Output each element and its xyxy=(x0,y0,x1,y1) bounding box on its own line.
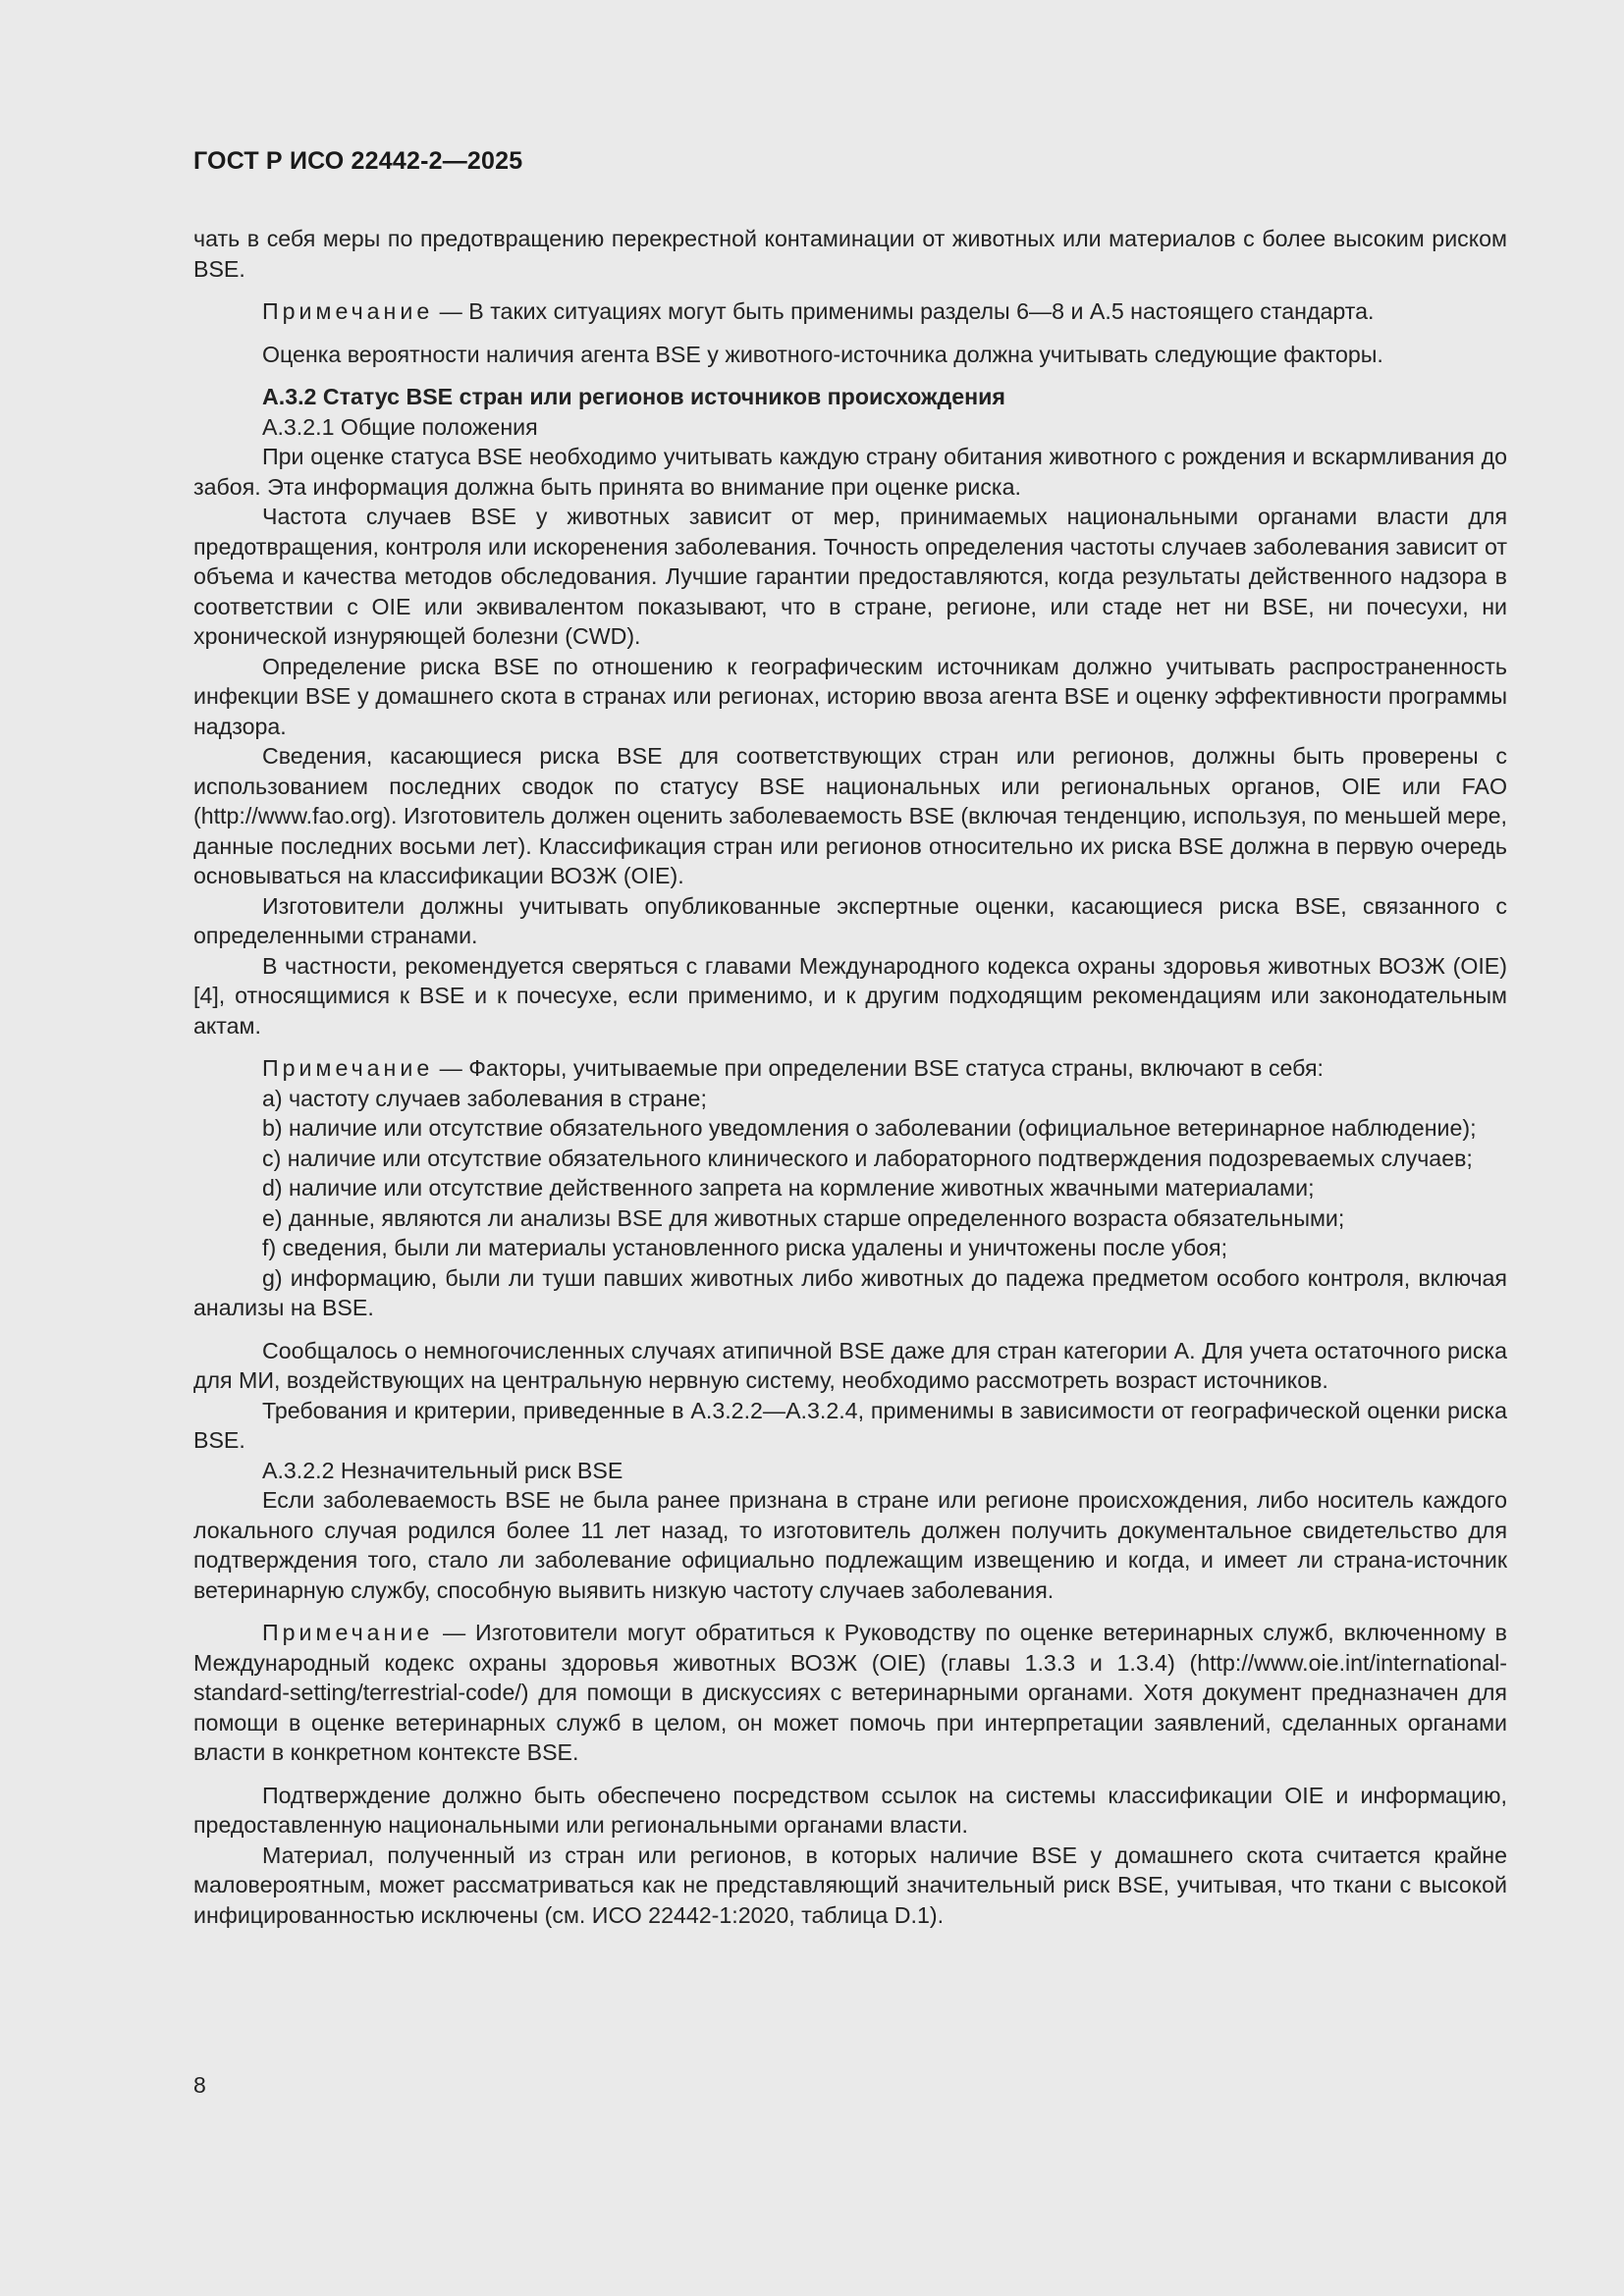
paragraph: Изготовители должны учитывать опубликованные экспертные оценки, касающиеся риска BSE, связанного с определенными странами. xyxy=(193,892,1507,948)
list-item: b) наличие или отсутствие обязательного уведомления о заболевании (официальное ветеринарное наблюдение); xyxy=(262,1115,1477,1141)
paragraph: Если заболеваемость BSE не была ранее признана в стране или регионе происхождения, либо носитель каждого локального случая родился более 11 лет назад, то изготовитель должен получить документальное свидетельство для подтверждения того, стало ли заболевание официально подлежащим извещению и когда, и имеет ли страна-источник ветеринарную службу, способную выявить низкую частоту случаев заболевания. xyxy=(193,1487,1507,1603)
paragraph: чать в себя меры по предотвращению перекрестной контаминации от животных или материалов с более высоким риском BSE. xyxy=(193,226,1507,282)
note-text: — Факторы, учитываемые при определении BSE статуса страны, включают в себя: xyxy=(433,1055,1324,1081)
note xyxy=(193,1053,1507,1084)
paragraph: Частота случаев BSE у животных зависит от мер, принимаемых национальными органами власти для предотвращения, контроля или искоренения заболевания. Точность определения частоты случаев заболевания зависит от объема и качества методов обследования. Лучшие гарантии предоставляются, когда результаты действенного надзора в соответствии с OIE или эквивалентом показывают, что в стране, регионе, или стаде нет ни BSE, ни почесухи, ни хронической изнуряющей болезни (CWD). xyxy=(193,504,1507,649)
section-heading: А.3.2 Статус BSE стран или регионов источников происхождения xyxy=(262,384,1005,409)
note-label: Примечание xyxy=(262,298,434,324)
paragraph: Подтверждение должно быть обеспечено посредством ссылок на системы классификации OIE и информацию, предоставленную национальными или региональными органами власти. xyxy=(193,1782,1507,1838)
paragraph: Требования и критерии, приведенные в А.3.2.2—А.3.2.4, применимы в зависимости от географической оценки риска BSE. xyxy=(193,1397,1507,1453)
list-item: a) частоту случаев заболевания в стране; xyxy=(262,1085,707,1111)
list-item: g) информацию, были ли туши павших животных либо животных до падежа предметом особого контроля, включая анализы на BSE. xyxy=(193,1264,1507,1320)
list-item: d) наличие или отсутствие действенного запрета на кормление животных жвачными материалами; xyxy=(262,1175,1315,1201)
note-label: Примечание xyxy=(262,1055,434,1081)
paragraph: Определение риска BSE по отношению к географическим источникам должно учитывать распространенность инфекции BSE у домашнего скота в странах или регионах, историю ввоза агента BSE и оценку эффективности программы надзора. xyxy=(193,653,1507,739)
note xyxy=(193,296,1507,327)
note xyxy=(193,1618,1507,1768)
note-label: Примечание xyxy=(262,1620,434,1645)
note-text: — В таких ситуациях могут быть применимы разделы 6—8 и А.5 настоящего стандарта. xyxy=(433,298,1375,324)
note-text: — Изготовители могут обратиться к Руководству по оценке ветеринарных служб, включенному в Международный кодекс охраны здоровья животных ВОЗЖ (OIE) (главы 1.3.3 и 1.3.4) (http://www.oie.int/international-standard-setting/terrestrial-code/) для помощи в дискуссиях с ветеринарными органами. Хотя документ предназначен для помощи в оценке ветеринарных служб в целом, он может помочь при интерпретации заявлений, сделанных органами власти в конкретном контексте BSE. xyxy=(193,1620,1507,1765)
paragraph: Оценка вероятности наличия агента BSE у животного-источника должна учитывать следующие факторы. xyxy=(262,341,1383,367)
list-item: c) наличие или отсутствие обязательного клинического и лабораторного подтверждения подозреваемых случаев; xyxy=(262,1145,1473,1171)
subsection-heading: А.3.2.2 Незначительный риск BSE xyxy=(262,1457,623,1483)
page-number: 8 xyxy=(193,2072,206,2098)
paragraph: В частности, рекомендуется сверяться с главами Международного кодекса охраны здоровья животных ВОЗЖ (OIE) [4], относящимися к BSE и к почесухе, если применимо, и к другим подходящим рекомендациям или законодательным актам. xyxy=(193,952,1507,1039)
paragraph: Материал, полученный из стран или регионов, в которых наличие BSE у домашнего скота считается крайне маловероятным, может рассматриваться как не представляющий значительный риск BSE, учитывая, что ткани с высокой инфицированностью исключены (см. ИСО 22442-1:2020, таблица D.1). xyxy=(193,1842,1507,1928)
document-body xyxy=(193,224,1507,1930)
subsection-heading: А.3.2.1 Общие положения xyxy=(262,413,538,440)
document-code-header: ГОСТ Р ИСО 22442-2—2025 xyxy=(193,147,523,175)
paragraph: Сведения, касающиеся риска BSE для соответствующих стран или регионов, должны быть проверены с использованием последних сводок по статусу BSE национальных или региональных органов, OIE или FAO (http://www.fao.org). Изготовитель должен оценить заболеваемость BSE (включая тенденцию, используя, по меньшей мере, данные последних восьми лет). Классификация стран или регионов относительно их риска BSE должна в первую очередь основываться на классификации ВОЗЖ (OIE). xyxy=(193,743,1507,888)
paragraph: При оценке статуса BSE необходимо учитывать каждую страну обитания животного с рождения и вскармливания до забоя. Эта информация должна быть принята во внимание при оценке риска. xyxy=(193,444,1507,500)
list-item: e) данные, являются ли анализы BSE для животных старше определенного возраста обязательными; xyxy=(262,1204,1345,1231)
paragraph: Сообщалось о немногочисленных случаях атипичной BSE даже для стран категории А. Для учета остаточного риска для МИ, воздействующих на центральную нервную систему, необходимо рассмотреть возраст источников. xyxy=(193,1337,1507,1393)
list-item: f) сведения, были ли материалы установленного риска удалены и уничтожены после убоя; xyxy=(262,1235,1228,1260)
